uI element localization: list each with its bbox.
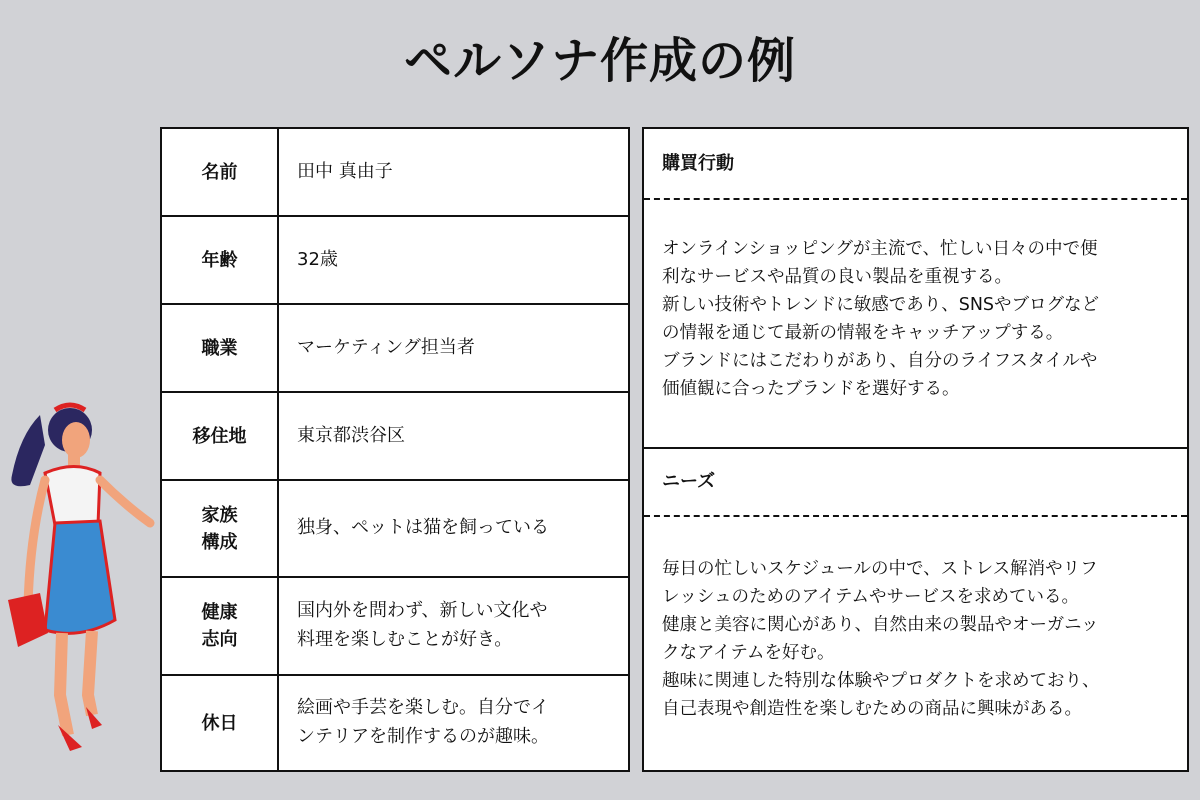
behavior-text (662, 235, 1099, 403)
text-line: 健康と美容に関心があり、自然由来の製品やオーガニッ (662, 615, 1099, 635)
text-line: クなアイテムを好む。 (662, 643, 835, 663)
persona-illustration (0, 395, 160, 759)
profile-row-holiday (162, 676, 628, 770)
value-text: 料理を楽しむことが好き。 (297, 629, 513, 650)
row-value (279, 481, 628, 576)
persona-profile-table (160, 127, 630, 772)
text-line: ブランドにはこだわりがあり、自分のライフスタイルや (662, 351, 1098, 371)
value-text: マーケティング担当者 (297, 336, 475, 358)
text-line: 毎日の忙しいスケジュールの中で、ストレス解消やリフ (662, 559, 1098, 579)
profile-row-age (162, 217, 628, 305)
needs-text (662, 555, 1100, 723)
section-divider (644, 447, 1187, 449)
value-text: 田中 真由子 (297, 160, 393, 182)
label-text: 構成 (201, 531, 238, 553)
behavior-needs-panel (642, 127, 1189, 772)
needs-heading: ニーズ (662, 471, 716, 492)
value-text: ンテリアを制作するのが趣味。 (297, 726, 549, 747)
text-line: 自己表現や創造性を楽しむための商品に興味がある。 (662, 699, 1082, 719)
profile-row-name (162, 129, 628, 217)
text-line: レッシュのためのアイテムやサービスを求めている。 (662, 587, 1080, 607)
row-value (279, 129, 628, 215)
profile-row-family (162, 481, 628, 578)
value-text: 絵画や手芸を楽しむ。自分でイ (297, 697, 549, 719)
text-line: 利なサービスや品質の良い製品を重視する。 (662, 267, 1012, 287)
dashed-divider (644, 198, 1187, 200)
value-text: 32歳 (297, 248, 338, 270)
page-title: ペルソナ作成の例 (403, 33, 796, 89)
label-text: 志向 (201, 629, 238, 650)
label-text: 休日 (201, 712, 238, 734)
row-label (162, 393, 279, 479)
row-value (279, 305, 628, 391)
value-text: 独身、ペットは猫を飼っている (297, 517, 549, 539)
label-text: 健康 (201, 602, 238, 623)
text-line: 新しい技術やトレンドに敏感であり、SNSやブログなど (662, 295, 1100, 315)
row-label (162, 676, 279, 770)
row-value (279, 393, 628, 479)
profile-row-health (162, 578, 628, 676)
row-label (162, 578, 279, 674)
text-line: 価値観に合ったブランドを選好する。 (662, 379, 960, 399)
text-line: 趣味に関連した特別な体験やプロダクトを求めており、 (662, 671, 1100, 691)
row-value (279, 676, 628, 770)
row-value (279, 217, 628, 303)
row-label (162, 305, 279, 391)
row-label (162, 129, 279, 215)
label-text: 移住地 (192, 425, 247, 447)
behavior-heading: 購買行動 (662, 153, 734, 174)
value-text: 東京都渋谷区 (297, 424, 405, 446)
label-text: 年齢 (201, 249, 238, 271)
text-line: の情報を通じて最新の情報をキャッチアップする。 (662, 323, 1064, 343)
label-text: 名前 (201, 161, 238, 183)
value-text: 国内外を問わず、新しい文化や (297, 600, 548, 622)
dashed-divider (644, 515, 1187, 517)
profile-row-occupation (162, 305, 628, 393)
row-label (162, 481, 279, 576)
profile-row-residence (162, 393, 628, 481)
text-line: オンラインショッピングが主流で、忙しい日々の中で便 (662, 239, 1098, 259)
row-label (162, 217, 279, 303)
label-text: 職業 (201, 337, 238, 359)
row-value (279, 578, 628, 674)
label-text: 家族 (201, 504, 238, 526)
